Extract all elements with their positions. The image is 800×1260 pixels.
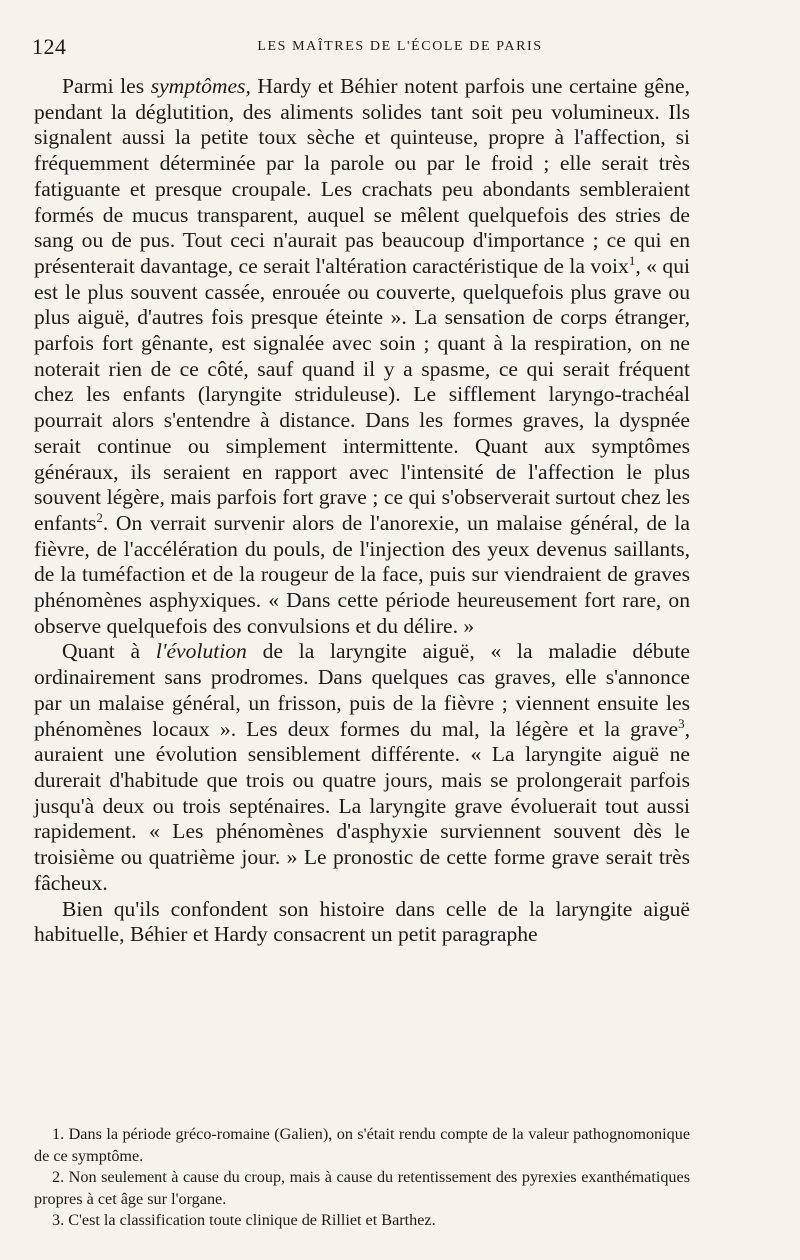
text-run: , « qui est le plus souvent cassée, enrouée ou couverte, quelquefois plus grave ou plus aiguë, d'autres fois presque éteinte ». La sensation de corps étranger, parfois fort gênante, est signalée avec soin ; quant à la respiration, on ne noterait rien de ce côté, sauf quand il y a spasme, ce qui serait fréquent chez les enfants (laryngite striduleuse). Le sifflement laryngo-trachéal pourrait alors s'entendre à distance. Dans les formes graves, la dyspnée serait continue ou simplement intermittente. Quant aux symptômes généraux, ils seraient en rapport avec l'intensité de l'affection le plus souvent légère, mais parfois fort grave ; ce qui s'observerait surtout chez les enfants xyxy=(34,253,690,535)
text-run: de la laryngite aiguë, « la maladie débute ordinairement sans prodromes. Dans quelques cas graves, elle s'annonce par un malaise général, un frisson, puis de la fièvre ; viennent ensuite les phénomènes locaux ». Les deux formes du mal, la légère et la grave xyxy=(34,639,690,741)
text-run: Quant à xyxy=(62,639,156,664)
paragraph-conclusion xyxy=(34,897,690,948)
italic-term: symptômes xyxy=(150,74,246,98)
text-run: . On verrait survenir alors de l'anorexie, un malaise général, de la fièvre, de l'accélération du pouls, de l'injection des yeux devenus saillants, de la tuméfaction et de la rougeur de la face, puis sur viendraient de graves phénomènes asphyxiques. « Dans cette période heureusement fort rare, on observe quelquefois des convulsions et du délire. » xyxy=(34,510,690,638)
paragraph-evolution xyxy=(34,639,690,896)
text-run: Bien qu'ils confondent son histoire dans celle de la laryngite aiguë habituelle, Béhier et Hardy consacrent un petit paragraphe xyxy=(34,896,690,947)
footnotes xyxy=(34,1124,690,1232)
running-title: LES MAÎTRES DE L'ÉCOLE DE PARIS xyxy=(257,39,543,54)
text-run: Parmi les xyxy=(62,74,151,98)
footnote-ref: 2 xyxy=(96,509,103,525)
page-number: 124 xyxy=(32,34,67,59)
footnote-ref: 3 xyxy=(678,715,685,731)
footnote-3: 3. C'est la classification toute clinique de Rilliet et Barthez. xyxy=(52,1211,436,1229)
italic-term: l'évolution xyxy=(155,639,247,664)
footnote-2: 2. Non seulement à cause du croup, mais à cause du retentissement des pyrexies exanthématiques propres à cet âge sur l'organe. xyxy=(34,1168,690,1208)
text-run: , auraient une évolution sensiblement différente. « La laryngite aiguë ne durerait d'habitude que trois ou quatre jours, mais se prolongerait parfois jusqu'à deux ou trois septénaires. La laryngite grave évoluerait tout aussi rapidement. « Les phénomènes d'asphyxie surviennent souvent dès le troisième ou quatrième jour. » Le pronostic de cette forme grave serait très fâcheux. xyxy=(34,716,690,895)
page-header xyxy=(32,34,768,62)
text-run: , Hardy et Béhier notent parfois une certaine gêne, pendant la déglutition, des aliments solides tant soit peu volumineux. Ils signalent aussi la petite toux sèche et quinteuse, propre à l'affection, si fréquemment déterminée par la parole ou par le froid ; elle serait très fatiguante et presque croupale. Les crachats peu abondants sembleraient formés de mucus transparent, auquel se mêlent quelquefois des stries de sang ou de pus. Tout ceci n'aurait pas beaucoup d'importance ; ce qui en présenterait davantage, ce serait l'altération caractéristique de la voix xyxy=(34,74,690,278)
footnote-1: 1. Dans la période gréco-romaine (Galien), on s'était rendu compte de la valeur pathognomonique de ce symptôme. xyxy=(34,1125,690,1165)
body-text xyxy=(34,74,690,948)
footnote-ref: 1 xyxy=(628,252,636,268)
paragraph-symptomes xyxy=(34,74,690,639)
